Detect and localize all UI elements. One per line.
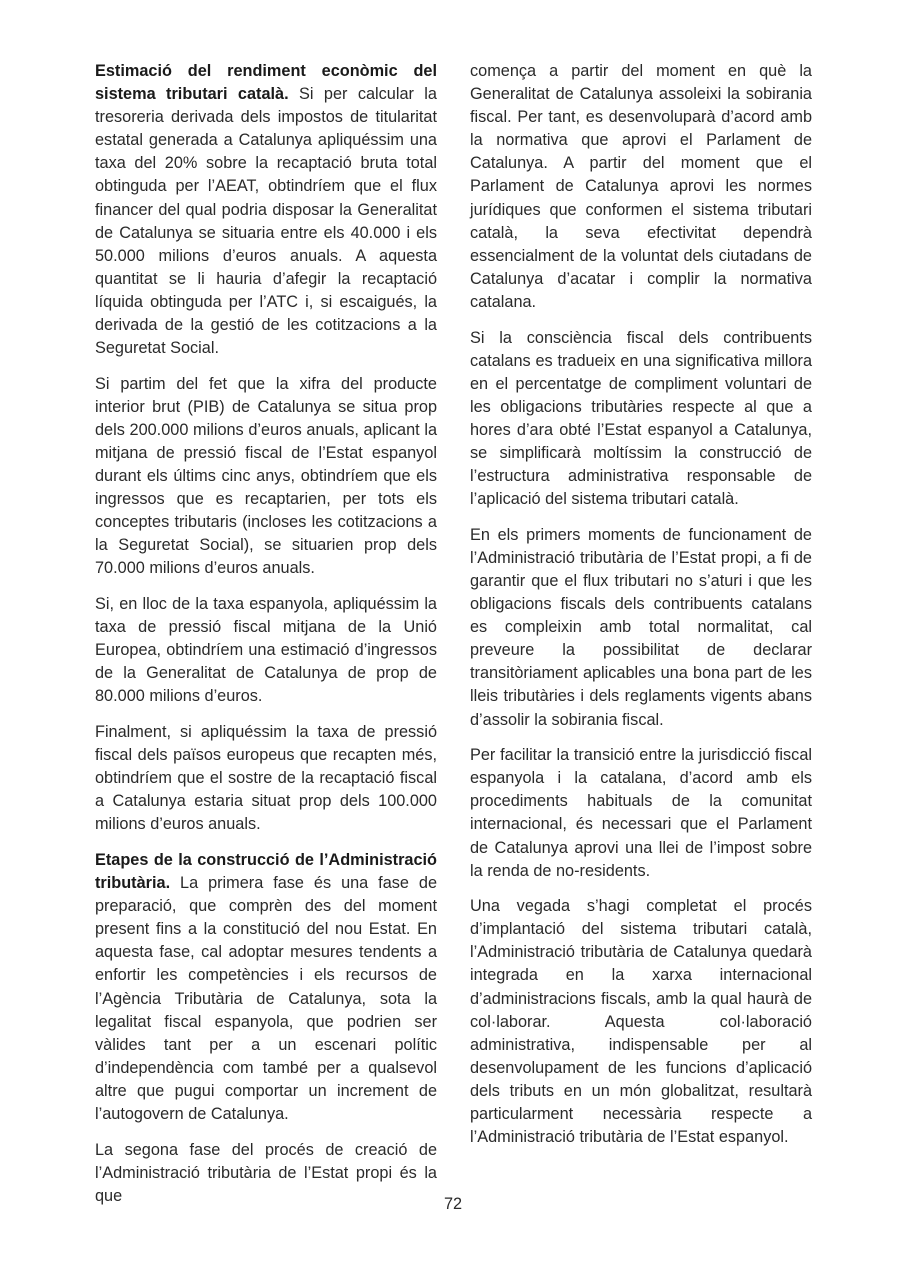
paragraph-text: La primera fase és una fase de preparació, que comprèn des del moment present fins a la constitució del nou Estat. En aquesta fase, cal adoptar mesures tendents a enfortir les competències i els recursos de l’Agència Tributària de Catalunya, sota la legalitat fiscal espanyola, que podrien ser vàlides tant per a un escenari polític d’independència com també per a qualsevol altre que pugui comportar un increment de l’autogovern de Catalunya. [95,874,437,1124]
paragraph-consciencia: Si la consciència fiscal dels contribuents catalans es tradueix en una significativa millora en el percentatge de compliment voluntari de les obligacions tributàries respecte al que a hores d’ara obté l’Estat espanyol a Catalunya, se simplificarà moltíssim la construcció de l’estructura administrativa responsable de l’aplicació del sistema tributari català. [470,328,812,509]
right-column [470,60,812,1162]
page-number: 72 [443,1195,463,1213]
paragraph-etapes [95,849,437,1126]
paragraph-estimacio [95,60,437,360]
paragraph-segona-fase: La segona fase del procés de creació de l’Administració tributària de l’Estat propi és la que [95,1140,437,1205]
paragraph-transicio: Per facilitar la transició entre la jurisdicció fiscal espanyola i la catalana, d’acord amb els procediments habituals de la comunitat internacional, és necessari que el Parlament de Catalunya aprovi una llei de l’impost sobre la renda de no-residents. [470,746,812,880]
left-column [95,60,437,1220]
paragraph-continuation: comença a partir del moment en què la Generalitat de Catalunya assoleixi la sobirania fiscal. Per tant, es desenvoluparà d’acord amb la normativa que aprovi el Parlament de Catalunya. A partir del moment que el Parlament de Catalunya aprovi les normes jurídiques que conformen el sistema tributari català, la seva efectivitat dependrà essencialment de la voluntat dels ciutadans de Catalunya d’acatar i complir la normativa catalana. [470,62,812,311]
section-heading: Etapes de la construcció de l’Administració tributària. [95,851,437,893]
paragraph-finalment: Finalment, si apliquéssim la taxa de pressió fiscal dels països europeus que recapten més, obtindríem que el sostre de la recaptació fiscal a Catalunya estaria situat prop dels 100.000 milions d’euros anuals. [95,723,437,834]
paragraph-text: Si per calcular la tresoreria derivada dels impostos de titularitat estatal generada a Catalunya apliquéssim una taxa del 20% sobre la recaptació bruta total obtinguda per l’AEAT, obtindríem que el flux financer del qual podria disposar la Generalitat de Catalunya se situaria entre els 40.000 i els 50.000 milions d’euros anuals. A aquesta quantitat se li hauria d’afegir la recaptació líquida obtinguda per l’ATC i, si escaigués, la derivada de la gestió de les cotitzacions a la Seguretat Social. [95,85,437,358]
paragraph-xarxa: Una vegada s’hagi completat el procés d’implantació del sistema tributari català, l’Administració tributària de Catalunya quedarà integrada en la xarxa internacional d’administracions fiscals, amb la qual haurà de col·laborar. Aquesta col·laboració administrativa, indispensable per al desenvolupament de les funcions d’aplicació dels tributs en un món globalitzat, resultarà particularment necessària respecte a l’Administració tributària de l’Estat espanyol. [470,897,812,1147]
section-heading: Estimació del rendiment econòmic del sistema tributari català. [95,62,437,104]
paragraph-pib: Si partim del fet que la xifra del producte interior brut (PIB) de Catalunya se situa prop dels 200.000 milions d’euros anuals, aplicant la mitjana de pressió fiscal de l’Estat espanyol durant els últims cinc anys, obtindríem que els ingressos que es recaptarien, per tots els conceptes tributaris (incloses les cotitzacions a la Seguretat Social), se situarien prop dels 70.000 milions d’euros anuals. [95,374,437,578]
paragraph-primers-moments: En els primers moments de funcionament de l’Administració tributària de l’Estat propi, a fi de garantir que el flux tributari no s’aturi i que les obligacions fiscals dels contribuents catalans es compleixin amb total normalitat, cal preveure la possibilitat de declarar transitòriament aplicables una bona part de les lleis tributàries i dels reglaments vigents abans d’assolir la sobirania fiscal. [470,525,812,729]
paragraph-ue: Si, en lloc de la taxa espanyola, apliquéssim la taxa de pressió fiscal mitjana de la Unió Europea, obtindríem una estimació d’ingressos de la Generalitat de Catalunya de prop de 80.000 milions d’euros. [95,595,437,706]
